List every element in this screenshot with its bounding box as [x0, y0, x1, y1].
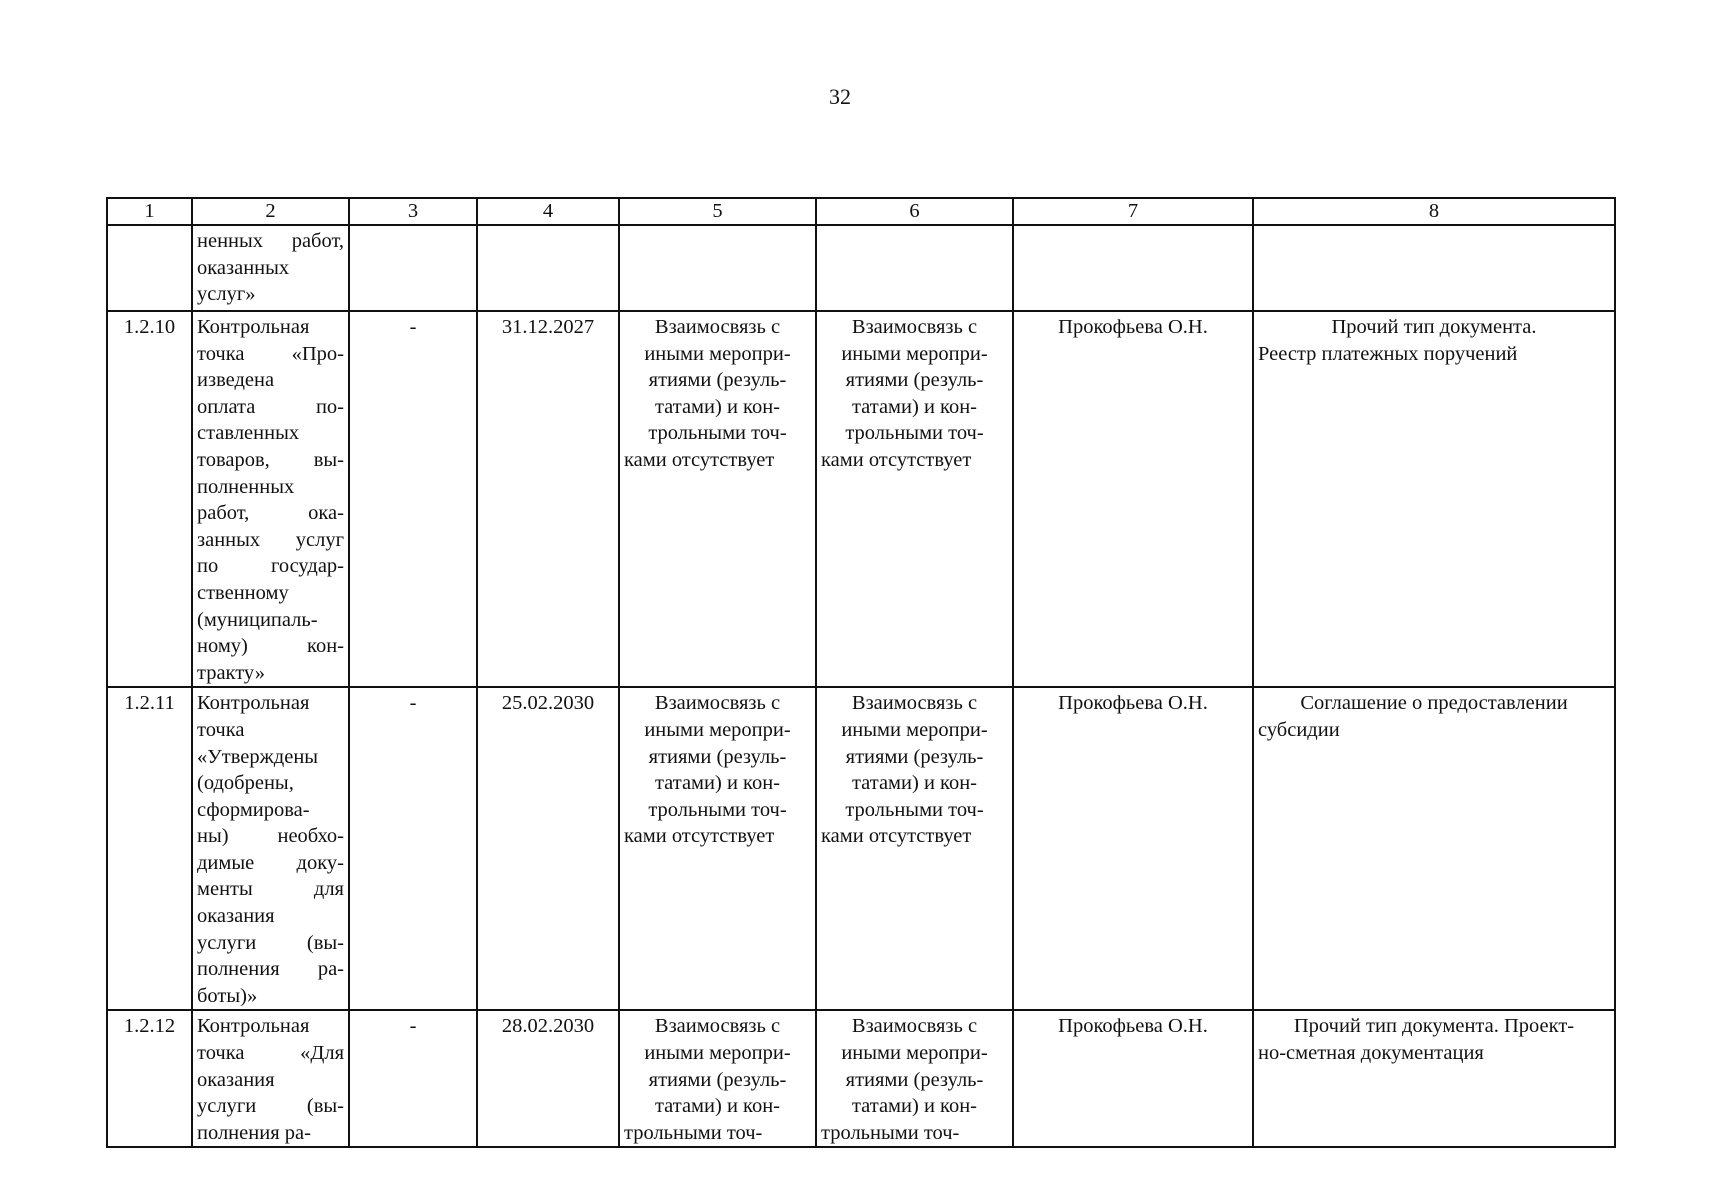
cell-document [1253, 687, 1615, 1010]
cell-text-line: занных услуг [197, 528, 344, 551]
cell-text-line: татами) и кон- [851, 1095, 978, 1118]
cell-relation-1 [619, 311, 816, 687]
column-header: 6 [816, 198, 1013, 225]
cell-text-line: иными меропри- [841, 718, 988, 741]
cell-responsible [1013, 225, 1253, 311]
cell-text-line: Взаимосвязь с [654, 316, 781, 338]
cell-description [192, 311, 349, 687]
cell-document [1253, 311, 1615, 687]
cell-relation-1 [619, 1010, 816, 1147]
cell-date: 31.12.2027 [477, 311, 619, 687]
cell-text-line: ятиями (резуль- [648, 745, 787, 768]
cell-col3: - [349, 311, 477, 687]
cell-text-line: Реестр платежных поручений [1258, 342, 1518, 365]
cell-text-line: точка «Для [197, 1042, 344, 1065]
cell-text-line: ятиями (резуль- [648, 369, 787, 392]
cell-text-line: Прочий тип документа. Проект- [1293, 1015, 1575, 1038]
cell-description [192, 687, 349, 1010]
cell-text-line: татами) и кон- [654, 1095, 781, 1118]
table-row [107, 311, 1615, 687]
cell-text-line: полнения ра- [197, 958, 344, 981]
cell-description [192, 1010, 349, 1147]
cell-text-line: димые доку- [197, 851, 344, 874]
cell-text-line: но-сметная документация [1258, 1042, 1484, 1065]
cell-col3: - [349, 1010, 477, 1147]
cell-text-line: точка «Про- [197, 342, 344, 365]
cell-text-line: иными меропри- [841, 342, 988, 365]
cell-text-line: ставленных [197, 422, 300, 445]
cell-date: 28.02.2030 [477, 1010, 619, 1147]
cell-text-line: оказания [197, 905, 275, 928]
cell-text-line: боты)» [197, 984, 258, 1007]
cell-text-line: иными меропри- [644, 1042, 791, 1065]
cell-text-line: услуги (вы- [197, 931, 344, 954]
cell-text-line: оказанных [197, 256, 290, 279]
control-points-table [106, 197, 1616, 1148]
cell-text-line: субсидии [1258, 718, 1340, 741]
cell-number [107, 225, 192, 311]
cell-text-line: Контрольная [197, 1015, 310, 1038]
cell-text-line: Взаимосвязь с [851, 692, 978, 715]
cell-relation-2 [816, 225, 1013, 311]
cell-relation-1 [619, 687, 816, 1010]
cell-text-line: полнения ра- [197, 1121, 311, 1144]
page-number: 32 [829, 84, 851, 109]
cell-text-line: трольными точ- [845, 422, 984, 445]
cell-text-line: ятиями (резуль- [648, 1068, 787, 1091]
cell-text-line: тракту» [197, 661, 265, 684]
column-header: 1 [107, 198, 192, 225]
cell-text-line: ками отсутствует [821, 825, 972, 848]
cell-text-line: ятиями (резуль- [845, 369, 984, 392]
cell-text-line: точка [197, 718, 245, 741]
cell-text-line: Прочий тип документа. [1331, 316, 1537, 338]
continuation-row [107, 225, 1615, 311]
column-header: 3 [349, 198, 477, 225]
cell-text-line: трольными точ- [845, 798, 984, 821]
cell-text-line: татами) и кон- [654, 395, 781, 418]
cell-text-line: Соглашение о предоставлении [1300, 692, 1568, 715]
cell-text-line: полненных [197, 475, 295, 498]
cell-text-line: оплата по- [197, 395, 344, 418]
cell-text-line: трольными точ- [624, 1121, 763, 1144]
cell-number: 1.2.10 [107, 311, 192, 687]
cell-text-line: товаров, вы- [197, 448, 344, 471]
cell-text-line: ками отсутствует [624, 448, 775, 471]
cell-number: 1.2.11 [107, 687, 192, 1010]
column-number-header-row [107, 198, 1615, 225]
cell-relation-2 [816, 687, 1013, 1010]
cell-text-line: ненных работ, [197, 230, 344, 252]
column-header: 7 [1013, 198, 1253, 225]
cell-text-line: трольными точ- [821, 1121, 960, 1144]
cell-responsible: Прокофьева О.Н. [1013, 1010, 1253, 1147]
cell-number: 1.2.12 [107, 1010, 192, 1147]
cell-responsible: Прокофьева О.Н. [1013, 687, 1253, 1010]
column-header: 5 [619, 198, 816, 225]
cell-text-line: услуг» [197, 283, 256, 306]
cell-description [192, 225, 349, 311]
cell-text-line: татами) и кон- [851, 395, 978, 418]
cell-date: 25.02.2030 [477, 687, 619, 1010]
column-header: 8 [1253, 198, 1615, 225]
cell-text-line: трольными точ- [648, 798, 787, 821]
cell-text-line: менты для [197, 878, 344, 901]
cell-text-line: иными меропри- [644, 342, 791, 365]
cell-text-line: (одобрены, [197, 772, 294, 795]
cell-text-line: ятиями (резуль- [845, 1068, 984, 1091]
cell-text-line: «Утверждены [197, 745, 319, 768]
table-row [107, 1010, 1615, 1147]
cell-responsible: Прокофьева О.Н. [1013, 311, 1253, 687]
cell-relation-1 [619, 225, 816, 311]
cell-text-line: ками отсутствует [821, 448, 972, 471]
cell-text-line: ственному [197, 581, 289, 604]
cell-text-line: Контрольная [197, 692, 310, 715]
cell-text-line: иными меропри- [841, 1042, 988, 1065]
cell-relation-2 [816, 1010, 1013, 1147]
cell-text-line: Взаимосвязь с [654, 1015, 781, 1038]
cell-text-line: татами) и кон- [851, 772, 978, 795]
cell-text-line: услуги (вы- [197, 1095, 344, 1118]
cell-text-line: трольными точ- [648, 422, 787, 445]
cell-text-line: ному) кон- [197, 635, 344, 658]
cell-document [1253, 1010, 1615, 1147]
cell-text-line: (муниципаль- [197, 608, 318, 631]
cell-text-line: оказания [197, 1068, 275, 1091]
cell-col3: - [349, 687, 477, 1010]
cell-text-line: сформирова- [197, 798, 310, 821]
cell-text-line: ны) необхо- [197, 825, 344, 848]
cell-document [1253, 225, 1615, 311]
cell-text-line: Взаимосвязь с [851, 316, 978, 338]
column-header: 4 [477, 198, 619, 225]
cell-col3 [349, 225, 477, 311]
cell-text-line: иными меропри- [644, 718, 791, 741]
cell-text-line: работ, ока- [197, 502, 344, 525]
cell-date [477, 225, 619, 311]
cell-text-line: изведена [197, 369, 275, 392]
cell-text-line: Контрольная [197, 316, 310, 338]
cell-text-line: Взаимосвязь с [654, 692, 781, 715]
cell-text-line: Взаимосвязь с [851, 1015, 978, 1038]
cell-relation-2 [816, 311, 1013, 687]
table-row [107, 687, 1615, 1010]
cell-text-line: ятиями (резуль- [845, 745, 984, 768]
cell-text-line: татами) и кон- [654, 772, 781, 795]
cell-text-line: ками отсутствует [624, 825, 775, 848]
column-header: 2 [192, 198, 349, 225]
cell-text-line: по государ- [197, 555, 344, 578]
